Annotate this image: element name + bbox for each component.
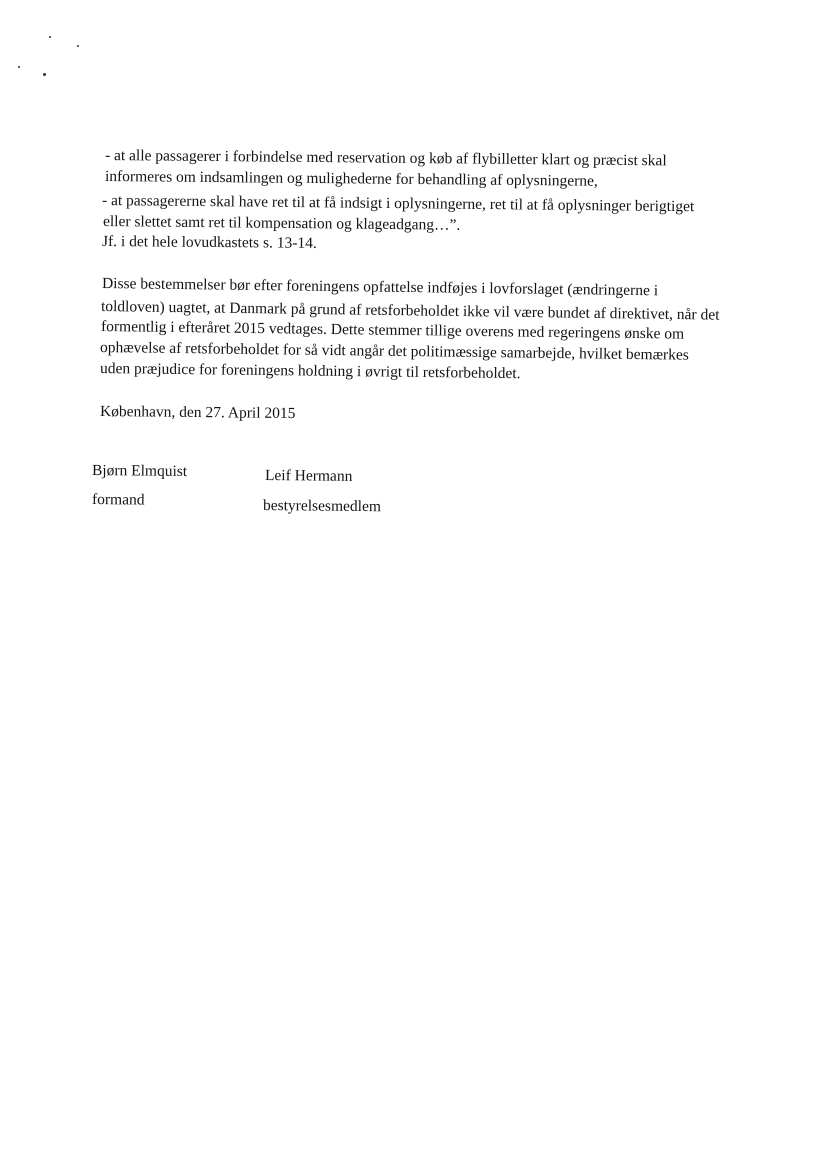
- paragraph-line: uden præjudice for foreningens holdning i øvrigt til retsforbeholdet.: [99, 360, 521, 383]
- signatory-name: Leif Hermann: [264, 467, 353, 485]
- paragraph-line: toldloven) uagtet, at Danmark på grund af retsforbeholdet ikke vil være bundet af direktivet, når det: [100, 298, 720, 324]
- signatory-title: formand: [91, 491, 145, 509]
- signatory-title: bestyrelsesmedlem: [262, 497, 382, 516]
- quote-line: eller slettet samt ret til kompensation og klageadgang…”.: [102, 213, 461, 234]
- paragraph-line: Disse bestemmelser bør efter foreningens opfattelse indføjes i lovforslaget (ændringerne i: [101, 275, 659, 300]
- quote-line: - at alle passagerer i forbindelse med reservation og køb af flybilletter klart og præcist skal: [104, 147, 667, 170]
- scan-speck: [43, 73, 46, 76]
- quote-line: - at passagererne skal have ret til at få indsigt i oplysningerne, ret til at få oplysninger berigtiget: [101, 192, 695, 216]
- dateline: København, den 27. April 2015: [99, 403, 296, 423]
- signatory-name: Bjørn Elmquist: [91, 462, 188, 480]
- quote-line: informeres om indsamlingen og mulighederne for behandling af oplysningerne,: [104, 168, 598, 190]
- quote-reference: Jf. i det hele lovudkastets s. 13-14.: [101, 233, 317, 252]
- scan-speck: [77, 45, 79, 47]
- paragraph-line: formentlig i efteråret 2015 vedtages. Dette stemmer tillige overens med regeringens ønske om: [100, 318, 685, 343]
- scan-speck: [49, 36, 51, 38]
- scan-speck: [18, 66, 20, 68]
- paragraph-line: ophævelse af retsforbeholdet for så vidt angår det politimæssige samarbejde, hvilket bemærkes: [99, 339, 689, 364]
